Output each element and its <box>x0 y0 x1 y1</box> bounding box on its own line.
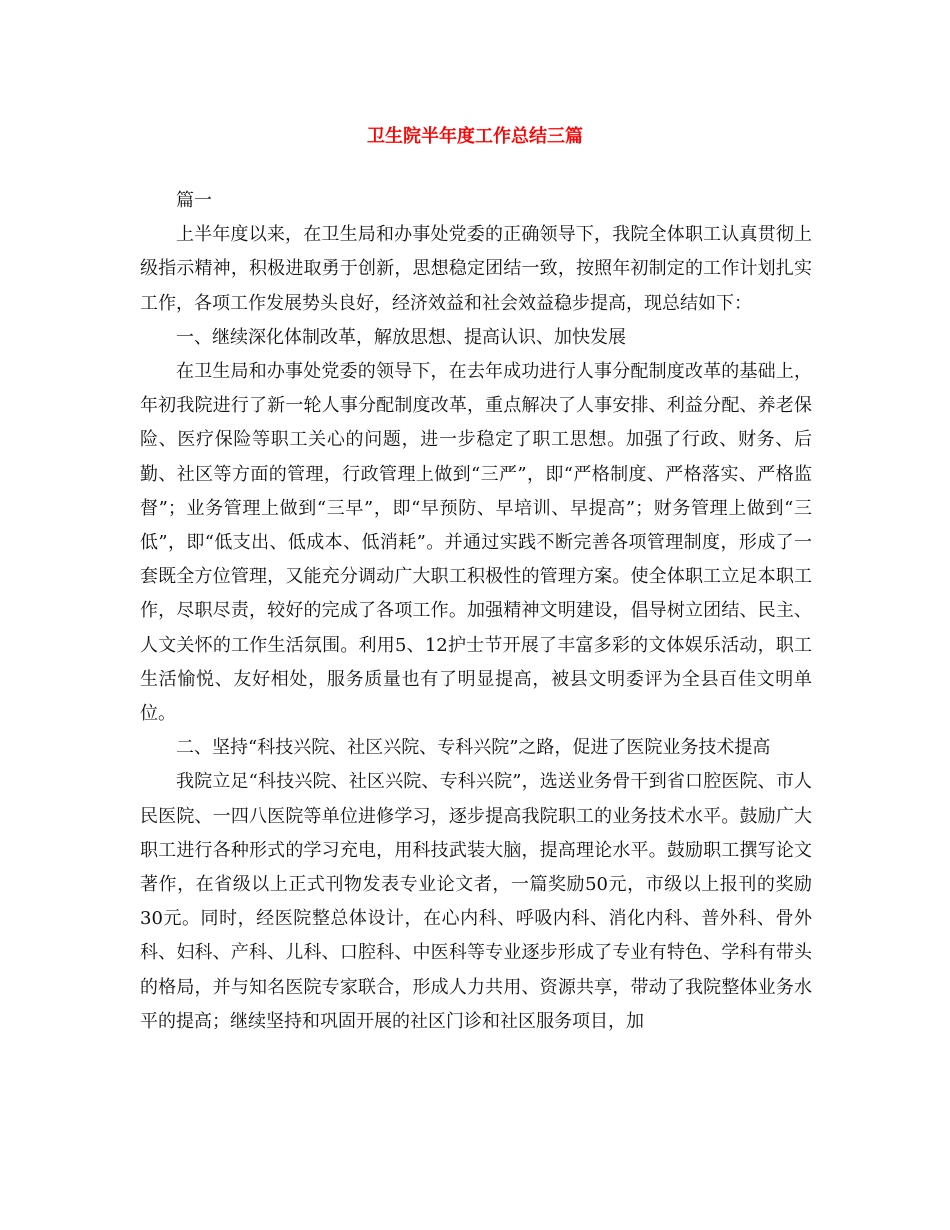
section-heading: 一、继续深化体制改革，解放思想、提高认识、加快发展 <box>176 326 626 348</box>
paragraph: 我院立足“科技兴院、社区兴院、专科兴院”，选送业务骨干到省口腔医院、市人民医院、一四八医院等单位进修学习，逐步提高我院职工的业务技术水平。鼓励广大职工进行各种形式的学习充电，用科技武装大脑，提高理论水平。鼓励职工撰写论文著作，在省级以上正式刊物发表专业论文者，一篇奖励50元，市级以上报刊的奖励30元。同时，经医院整总体设计，在心内科、呼吸内科、消化内科、普外科、骨外科、妇科、产科、儿科、口腔科、中医科等专业逐步形成了专业有特色、学科有带头的格局，并与知名医院专家联合，形成人力共用、资源共享，带动了我院整体业务水平的提高；继续坚持和巩固开展的社区门诊和社区服务项目，加 <box>140 771 812 1032</box>
document-title: 卫生院半年度工作总结三篇 <box>367 126 583 147</box>
document-body <box>140 184 812 1039</box>
paragraph: 上半年度以来，在卫生局和办事处党委的正确领导下，我院全体职工认真贯彻上级指示精神，积极进取勇于创新，思想稳定团结一致，按照年初制定的工作计划扎实工作，各项工作发展势头良好，经济效益和社会效益稳步提高，现总结如下： <box>140 224 812 314</box>
paragraph: 在卫生局和办事处党委的领导下，在去年成功进行人事分配制度改革的基础上，年初我院进行了新一轮人事分配制度改革，重点解决了人事安排、利益分配、养老保险、医疗保险等职工关心的问题，进一步稳定了职工思想。加强了行政、财务、后勤、社区等方面的管理，行政管理上做到“三严”，即“严格制度、严格落实、严格监督”；业务管理上做到“三早”，即“早预防、早培训、早提高”；财务管理上做到“三低”，即“低支出、低成本、低消耗”。并通过实践不断完善各项管理制度，形成了一套既全方位管理，又能充分调动广大职工积极性的管理方案。使全体职工立足本职工作，尽职尽责，较好的完成了各项工作。加强精神文明建设，倡导树立团结、民主、人文关怀的工作生活氛围。利用5、12护士节开展了丰富多彩的文体娱乐活动，职工生活愉悦、友好相处，服务质量也有了明显提高，被县文明委评为全县百佳文明单位。 <box>140 361 812 725</box>
section-heading: 篇一 <box>176 190 212 211</box>
section-heading: 二、坚持“科技兴院、社区兴院、专科兴院”之路，促进了医院业务技术提高 <box>176 737 771 759</box>
